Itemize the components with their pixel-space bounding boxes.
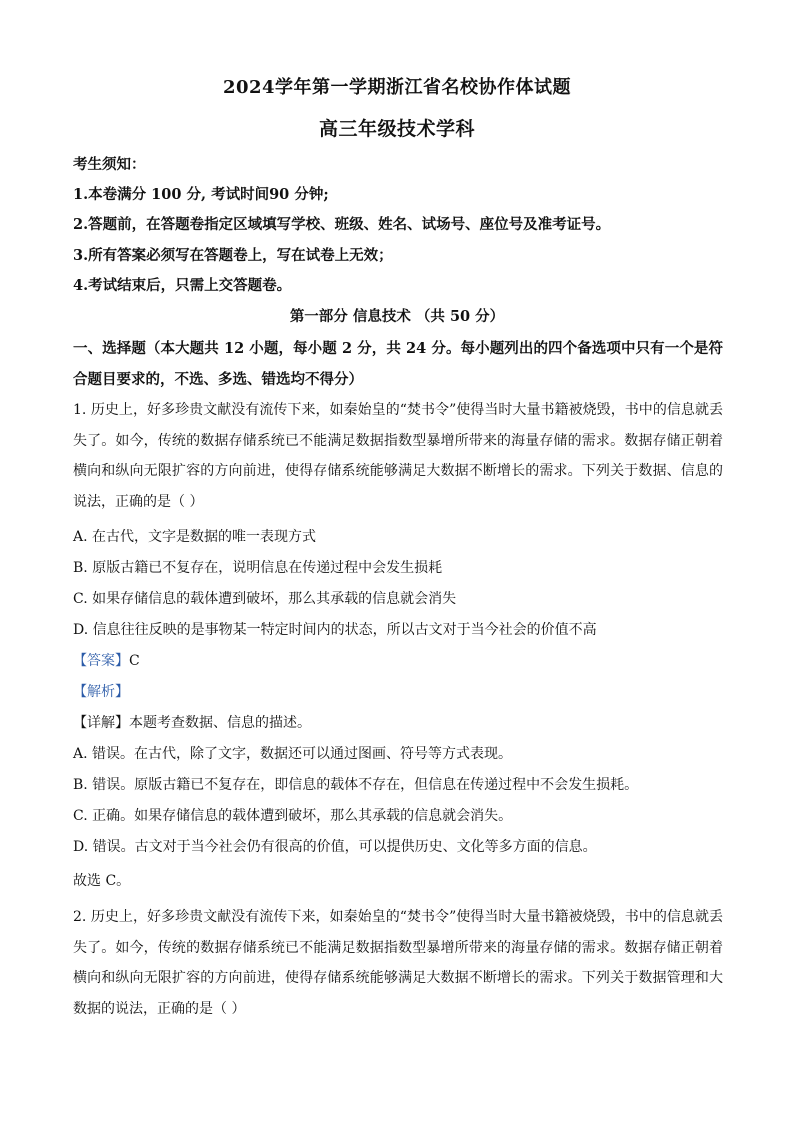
question-1-option-c: C. 如果存储信息的载体遭到破坏，那么其承载的信息就会消失 — [73, 591, 457, 607]
question-1-option-b: B. 原版古籍已不复存在，说明信息在传递过程中会发生损耗 — [73, 560, 443, 576]
detail-line-5: D. 错误。古文对于当今社会仍有很高的价值，可以提供历史、文化等多方面的信息。 — [73, 839, 597, 855]
question-1-option-d: D. 信息往往反映的是事物某一特定时间内的状态，所以古文对于当今社会的价值不高 — [73, 622, 597, 638]
detail-line-1: 【详解】本题考查数据、信息的描述。 — [73, 715, 311, 731]
question-1-stem: 1. 历史上，好多珍贵文献没有流传下来，如秦始皇的“焚书令”使得当时大量书籍被烧毁，书中的信息就丢失了。如今，传统的数据存储系统已不能满足数据指数型暴增所带来的海量存储的需求。数据存储正朝着横向和纵向无限扩容的方向前进，使得存储系统能够满足大数据不断增长的需求。下列关于数据、信息的说法，正确的是（ ） — [73, 402, 723, 510]
detail-line-3: B. 错误。原版古籍已不复存在，即信息的载体不存在，但信息在传递过程中不会发生损耗。 — [73, 777, 639, 793]
detail-line-2: A. 错误。在古代，除了文字，数据还可以通过图画、符号等方式表现。 — [73, 746, 513, 762]
exam-subtitle: 高三年级技术学科 — [318, 118, 475, 140]
answer-label: 【答案】 — [73, 653, 129, 669]
notice-item-3: 3.所有答案必须写在答题卷上，写在试卷上无效； — [73, 247, 393, 264]
notice-item-1: 1.本卷满分 100 分, 考试时间90 分钟; — [73, 186, 329, 203]
analysis-label: 【解析】 — [73, 684, 129, 700]
detail-line-4: C. 正确。如果存储信息的载体遭到破坏，那么其承载的信息就会消失。 — [73, 808, 513, 824]
notice-item-2: 2.答题前，在答题卷指定区域填写学校、班级、姓名、试场号、座位号及准考证号。 — [73, 216, 611, 233]
section-heading: 一、选择题（本大题共 12 小题，每小题 2 分，共 24 分。每小题列出的四个备选项中只有一个是符合题目要求的，不选、多选、错选均不得分） — [73, 340, 723, 388]
exam-title: 2024学年第一学期浙江省名校协作体试题 — [222, 77, 572, 98]
question-2-stem: 2. 历史上，好多珍贵文献没有流传下来，如秦始皇的“焚书令”使得当时大量书籍被烧毁，书中的信息就丢失了。如今，传统的数据存储系统已不能满足数据指数型暴增所带来的海量存储的需求。数据存储正朝着横向和纵向无限扩容的方向前进，使得存储系统能够满足大数据不断增长的需求。下列关于数据管理和大数据的说法，正确的是（ ） — [73, 909, 723, 1017]
notice-heading: 考生须知： — [73, 156, 146, 173]
answer-line — [73, 650, 723, 670]
notice-item-4: 4.考试结束后，只需上交答题卷。 — [73, 277, 292, 294]
part-heading: 第一部分 信息技术 （共 50 分） — [289, 308, 505, 325]
detail-line-6: 故选 C。 — [73, 873, 131, 889]
answer-value: C — [129, 653, 140, 669]
question-1-option-a: A. 在古代，文字是数据的唯一表现方式 — [73, 529, 317, 545]
